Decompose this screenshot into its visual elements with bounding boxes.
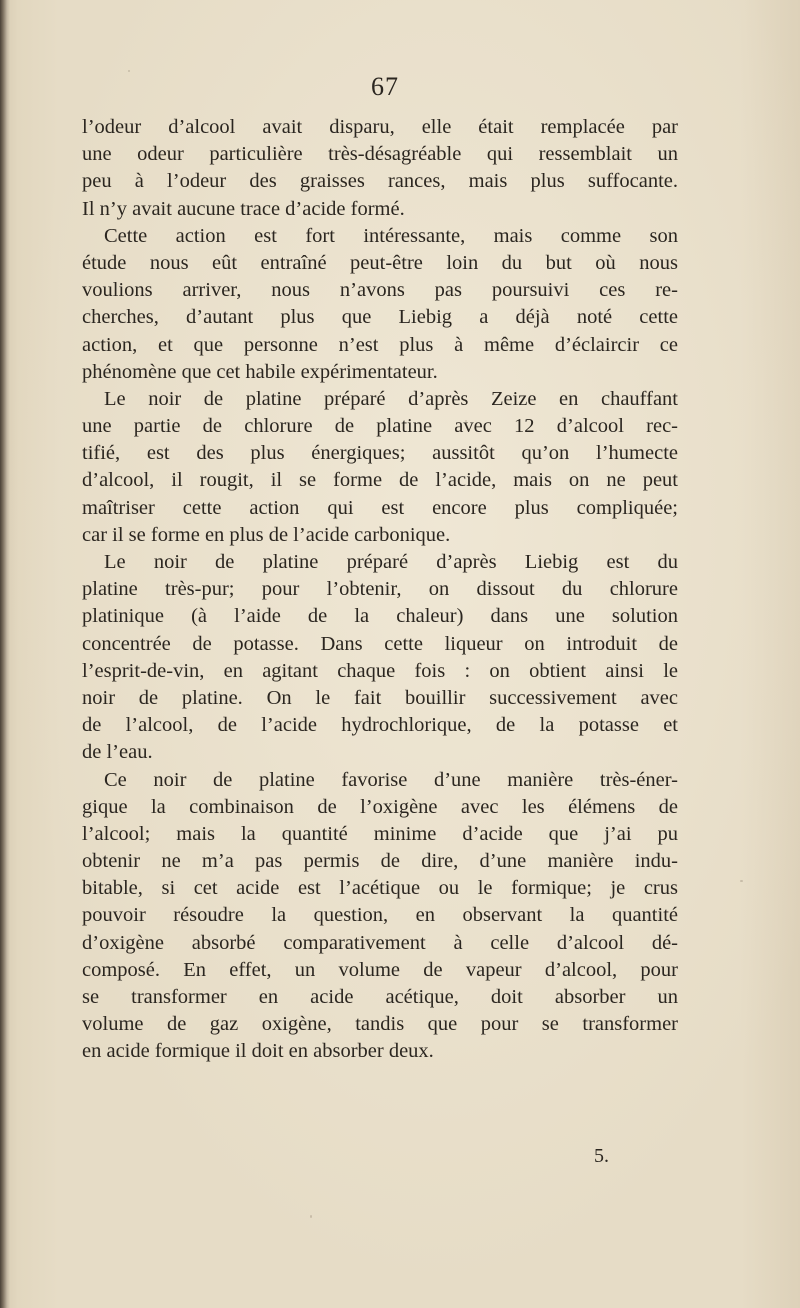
text-line: gique la combinaison de l’oxigène avec les élémens de — [82, 795, 678, 818]
page-number: 67 — [371, 72, 399, 101]
text-line: d’alcool, il rougit, il se forme de l’acide, mais on ne peut — [82, 469, 678, 492]
text-line: volume de gaz oxigène, tandis que pour se transformer — [82, 1013, 678, 1036]
text-line: Il n’y avait aucune trace d’acide formé. — [82, 197, 405, 220]
text-line: pouvoir résoudre la question, en observant la quantité — [82, 904, 678, 927]
text-line: se transformer en acide acétique, doit absorber un — [82, 986, 678, 1008]
text-line: une partie de chlorure de platine avec 12 d’alcool rec- — [82, 415, 678, 438]
text-line: d’oxigène absorbé comparativement à celle d’alcool dé- — [82, 931, 678, 954]
text-line: Le noir de platine préparé d’après Liebig est du — [104, 551, 678, 573]
text-line: platine très-pur; pour l’obtenir, on dissout du chlorure — [82, 578, 678, 601]
text-line: de l’eau. — [82, 741, 153, 764]
text-line: platinique (à l’aide de la chaleur) dans une solution — [82, 605, 678, 628]
body-text — [82, 114, 678, 1066]
text-line: peu à l’odeur des graisses rances, mais plus suffocante. — [82, 170, 678, 193]
text-line: Ce noir de platine favorise d’une manière très-éner- — [104, 768, 678, 791]
text-line: action, et que personne n’est plus à même d’éclaircir ce — [82, 333, 678, 356]
text-line: voulions arriver, nous n’avons pas poursuivi ces re- — [82, 279, 678, 302]
text-line: noir de platine. On le fait bouillir successivement avec — [82, 686, 678, 709]
text-line: phénomène que cet habile expérimentateur. — [82, 360, 438, 383]
text-line: de l’alcool, de l’acide hydrochlorique, de la potasse et — [82, 714, 678, 737]
text-line: étude nous eût entraîné peut-être loin du but où nous — [82, 251, 678, 274]
text-line: concentrée de potasse. Dans cette liqueur on introduit de — [82, 632, 678, 655]
text-line: car il se forme en plus de l’acide carbonique. — [82, 523, 451, 546]
page-spine-shadow — [0, 0, 10, 1308]
text-line: obtenir ne m’a pas permis de dire, d’une manière indu- — [82, 850, 678, 873]
text-line: bitable, si cet acide est l’acétique ou le formique; je crus — [82, 877, 678, 900]
text-line: l’esprit-de-vin, en agitant chaque fois : on obtient ainsi le — [82, 659, 678, 682]
text-line: l’odeur d’alcool avait disparu, elle était remplacée par — [82, 116, 678, 138]
text-line: Cette action est fort intéressante, mais comme son — [104, 224, 678, 247]
text-line: maîtriser cette action qui est encore plus compliquée; — [82, 496, 678, 519]
text-line: Le noir de platine préparé d’après Zeize en chauffant — [104, 387, 678, 410]
paper-speck — [310, 1215, 312, 1218]
paper-speck — [612, 585, 615, 588]
paper-speck — [128, 70, 130, 72]
text-line: l’alcool; mais la quantité minime d’acide que j’ai pu — [82, 822, 678, 845]
text-line: une odeur particulière très-désagréable qui ressemblait un — [82, 143, 678, 166]
signature-mark: 5. — [594, 1145, 609, 1167]
text-line: tifié, est des plus énergiques; aussitôt qu’on l’humecte — [82, 442, 678, 465]
text-line: composé. En effet, un volume de vapeur d’alcool, pour — [82, 958, 678, 981]
text-line: en acide formique il doit en absorber deux. — [82, 1040, 434, 1063]
paper-speck — [465, 420, 467, 422]
paper-speck — [740, 880, 743, 882]
text-line: cherches, d’autant plus que Liebig a déjà noté cette — [82, 306, 678, 329]
